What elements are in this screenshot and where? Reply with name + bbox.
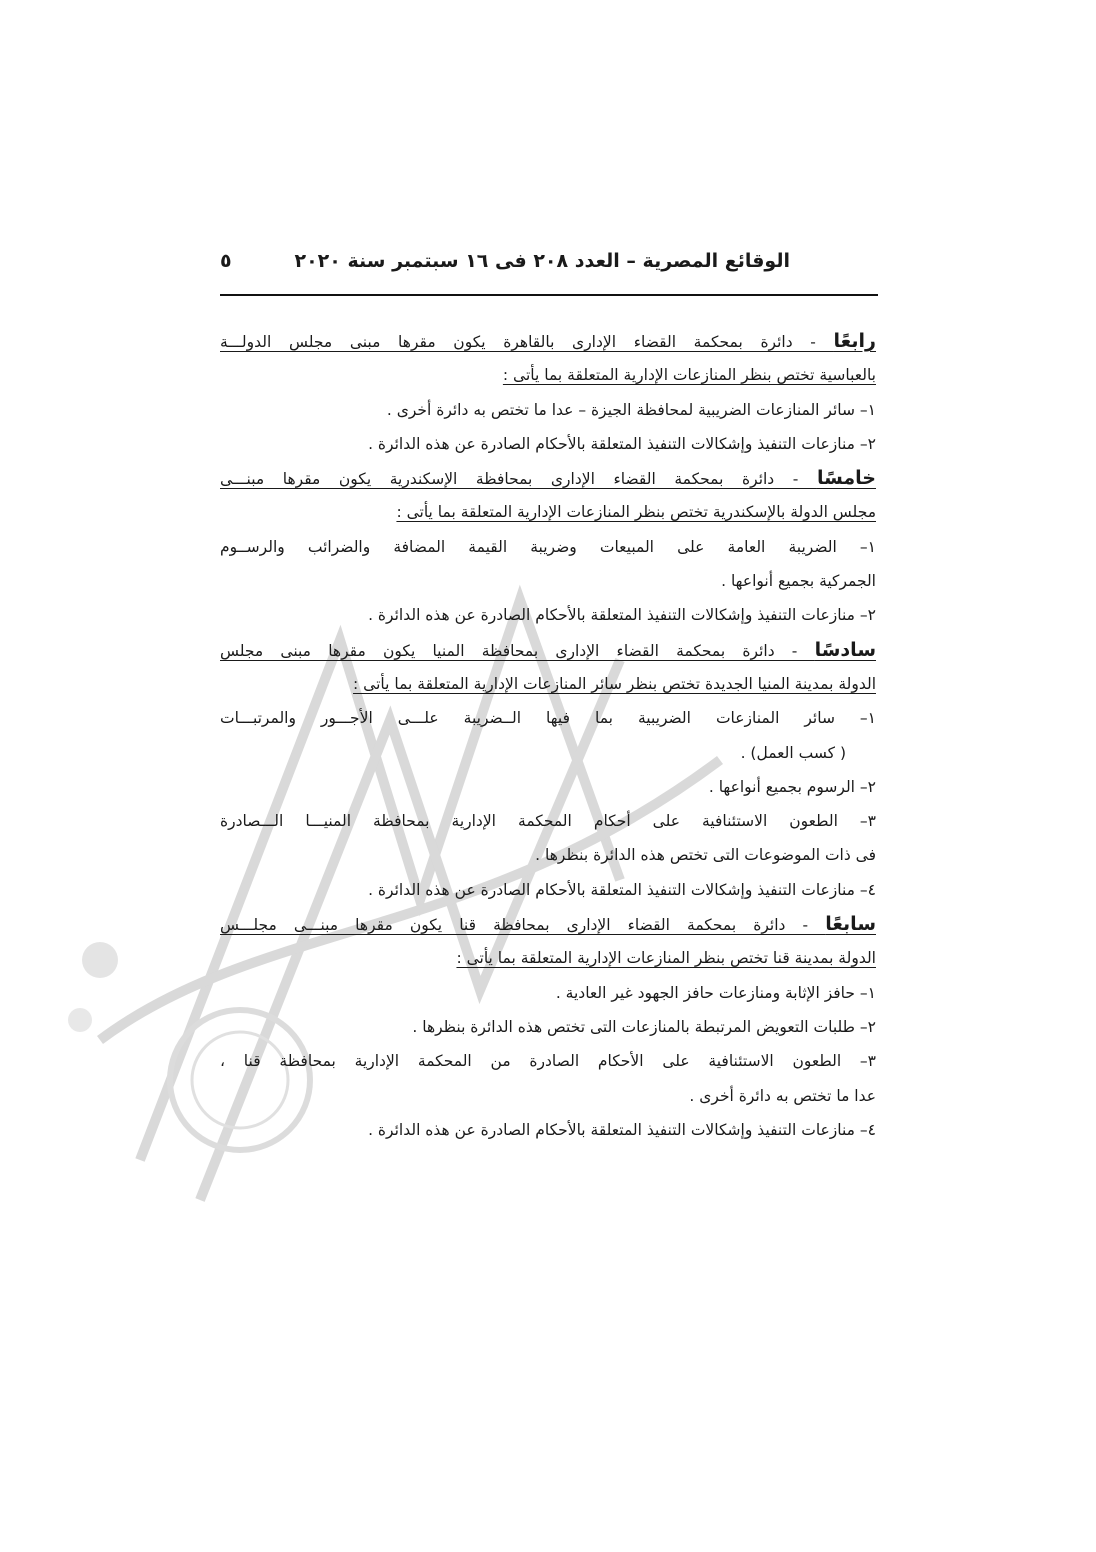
page-number: ٥ [220, 250, 232, 272]
text-line [220, 358, 876, 392]
line-text: ٣– الطعون الاستئنافية على أحكام المحكمة الإدارية بمحافظة المنيـــا الـــصادرة [220, 812, 876, 831]
text-line [220, 564, 876, 598]
text-line [220, 393, 876, 427]
line-text: ١– سائر المنازعات الضريبية بما فيها الــضريبة علـــى الأجـــور والمرتبـــات [220, 709, 876, 728]
line-text: ٤– منازعات التنفيذ وإشكالات التنفيذ المتعلقة بالأحكام الصادرة عن هذه الدائرة . [368, 880, 876, 899]
text-line [220, 1044, 876, 1078]
line-text: الجمركية بجميع أنواعها . [721, 572, 876, 591]
text-line [220, 701, 876, 735]
line-text: ( كسب العمل) . [740, 743, 846, 762]
page-header [220, 250, 880, 290]
section-lead: سابعًا [825, 913, 876, 936]
text-line [220, 907, 876, 941]
line-text: ٤– منازعات التنفيذ وإشكالات التنفيذ المتعلقة بالأحكام الصادرة عن هذه الدائرة . [368, 1120, 876, 1139]
text-line [220, 598, 876, 632]
line-text: الدولة بمدينة المنيا الجديدة تختص بنظر سائر المنازعات الإدارية المتعلقة بما يأتى : [353, 674, 876, 693]
line-text: مجلس الدولة بالإسكندرية تختص بنظر المنازعات الإدارية المتعلقة بما يأتى : [396, 503, 876, 522]
text-line [220, 324, 876, 358]
text-line [220, 838, 876, 872]
text-line [220, 667, 876, 701]
line-text: ٢– منازعات التنفيذ وإشكالات التنفيذ المتعلقة بالأحكام الصادرة عن هذه الدائرة . [368, 606, 876, 625]
line-text: ١– سائر المنازعات الضريبية لمحافظة الجيزة – عدا ما تختص به دائرة أخرى . [386, 400, 876, 419]
line-text: - دائرة بمحكمة القضاء الإدارى بمحافظة قنا يكون مقرها مبنـــى مجلـــس [220, 916, 826, 935]
line-text: عدا ما تختص به دائرة أخرى . [689, 1086, 876, 1105]
line-text: ٢– طلبات التعويض المرتبطة بالمنازعات التى تختص هذه الدائرة بنظرها . [412, 1017, 876, 1036]
line-text: - دائرة بمحكمة القضاء الإدارى بمحافظة الإسكندرية يكون مقرها مبنـــى [220, 470, 817, 489]
document-body [220, 324, 876, 1147]
section-lead: رابعًا [833, 330, 876, 352]
text-line [220, 1079, 876, 1113]
text-line [220, 1010, 876, 1044]
line-text: الدولة بمدينة قنا تختص بنظر المنازعات الإدارية المتعلقة بما يأتى : [456, 949, 876, 968]
text-line [220, 1113, 876, 1147]
text-line [220, 427, 876, 461]
text-line [220, 461, 876, 495]
line-text: ٢– منازعات التنفيذ وإشكالات التنفيذ المتعلقة بالأحكام الصادرة عن هذه الدائرة . [368, 434, 876, 453]
line-text: - دائرة بمحكمة القضاء الإدارى بالقاهرة يكون مقرها مبنى مجلس الدولـــة [220, 333, 834, 351]
gazette-title: الوقائع المصرية – العدد ٢٠٨ فى ١٦ سبتمبر سنة ٢٠٢٠ [294, 250, 790, 272]
text-line [220, 941, 876, 975]
text-line [220, 873, 876, 907]
line-text: فى ذات الموضوعات التى تختص هذه الدائرة بنظرها . [535, 846, 876, 865]
line-text: ١– الضريبة العامة على المبيعات وضريبة القيمة المضافة والضرائب والرســوم [220, 537, 876, 556]
line-text: ٢– الرسوم بجميع أنواعها . [708, 777, 876, 796]
line-text: ٣– الطعون الاستئنافية على الأحكام الصادرة من المحكمة الإدارية بمحافظة قنا ، [220, 1052, 876, 1071]
header-rule [220, 294, 878, 296]
text-line [220, 495, 876, 529]
section-lead: سادسًا [814, 638, 876, 661]
text-line [220, 770, 876, 804]
text-line [220, 976, 876, 1010]
text-line [220, 633, 876, 667]
section-lead: خامسًا [816, 467, 876, 490]
text-line [220, 804, 876, 838]
line-text: ١– حافز الإثابة ومنازعات حافز الجهود غير العادية . [555, 983, 876, 1002]
text-line [220, 736, 876, 770]
text-line [220, 530, 876, 564]
line-text: بالعباسية تختص بنظر المنازعات الإدارية المتعلقة بما يأتى : [502, 366, 876, 385]
line-text: - دائرة بمحكمة القضاء الإدارى بمحافظة المنيا يكون مقرها مبنى مجلس [220, 641, 815, 660]
